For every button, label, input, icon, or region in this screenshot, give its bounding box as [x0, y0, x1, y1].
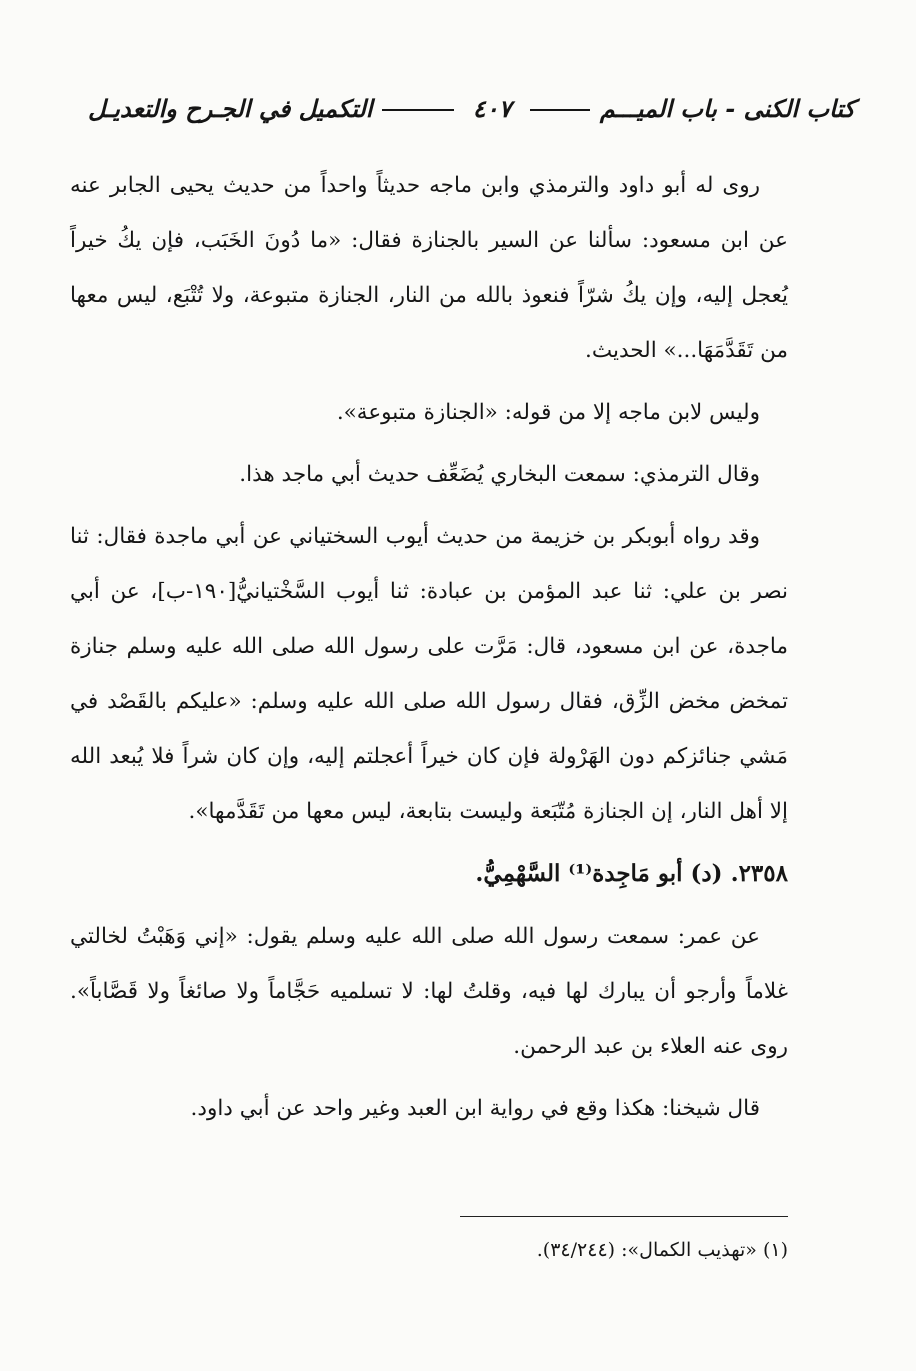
footnote-divider [460, 1216, 788, 1217]
header-dash-right [530, 109, 590, 111]
paragraph-3: وقال الترمذي: سمعت البخاري يُضَعِّف حديث أبي ماجد هذا. [239, 462, 760, 487]
entry-paragraph-1: عن عمر: سمعت رسول الله صلى الله عليه وسلم يقول: «إني وَهَبْتُ لخالتي غلاماً وأرجو أن يبارك لها فيه، وقلتُ لها: لا تسلميه حَجَّاماً ولا صائغاً ولا قَصَّاباً». روى عنه العلاء بن عبد الرحمن. [70, 924, 788, 1059]
header-page-group [372, 94, 599, 123]
paragraph-2: وليس لابن ماجه إلا من قوله: «الجنازة متبوعة». [336, 400, 760, 425]
paragraph-1: روى له أبو داود والترمذي وابن ماجه حديثاً واحداً من حديث يحيى الجابر عنه عن ابن مسعود: سألنا عن السير بالجنازة فقال: «ما دُونَ الخَبَب، فإن يكُ خيراً يُعجل إليه، وإن يكُ شرّاً فنعوذ بالله من النار، الجنازة متبوعة، ولا تُتْبَع، ليس معها من تَقَدَّمَهَا...» الحديث. [70, 173, 788, 363]
header-chapter: كتاب الكنى - باب الميـــم [599, 93, 856, 123]
running-header [88, 86, 856, 130]
entry-paragraph-2: قال شيخنا: هكذا وقع في رواية ابن العبد وغير واحد عن أبي داود. [190, 1096, 760, 1121]
paragraph-4: وقد رواه أبوبكر بن خزيمة من حديث أيوب السختياني عن أبي ماجدة فقال: ثنا نصر بن علي: ثنا عبد المؤمن بن عبادة: ثنا أيوب السَّخْتيانيُّ[١٩٠-ب]، عن أبي ماجدة، عن ابن مسعود، قال: مَرَّت على رسول الله صلى الله عليه وسلم جنازة تمخض مخض الزِّق، فقال رسول الله صلى الله عليه وسلم: «عليكم بالقَصْد في مَشي جنائزكم دون الهَرْولة فإن كان خيراً أعجلتم إليه، وإن كان شراً فلا يُبعد الله إلا أهل النار، إن الجنازة مُتّبَعة وليست بتابعة، ليس معها من تَقَدَّمها». [70, 524, 789, 824]
main-text [70, 158, 788, 1143]
entry-heading: ٢٣٥٨. (د) أبو مَاجِدة⁽¹⁾ السَّهْمِيُّ. [475, 860, 788, 887]
header-page-number: ٤٠٧ [472, 93, 512, 123]
header-dash-left [382, 109, 454, 111]
footnote: (١) «تهذيب الكمال»: (٣٤/٢٤٤). [536, 1239, 788, 1261]
header-book-title: التكميل في الجـرح والتعديـل [88, 93, 373, 123]
